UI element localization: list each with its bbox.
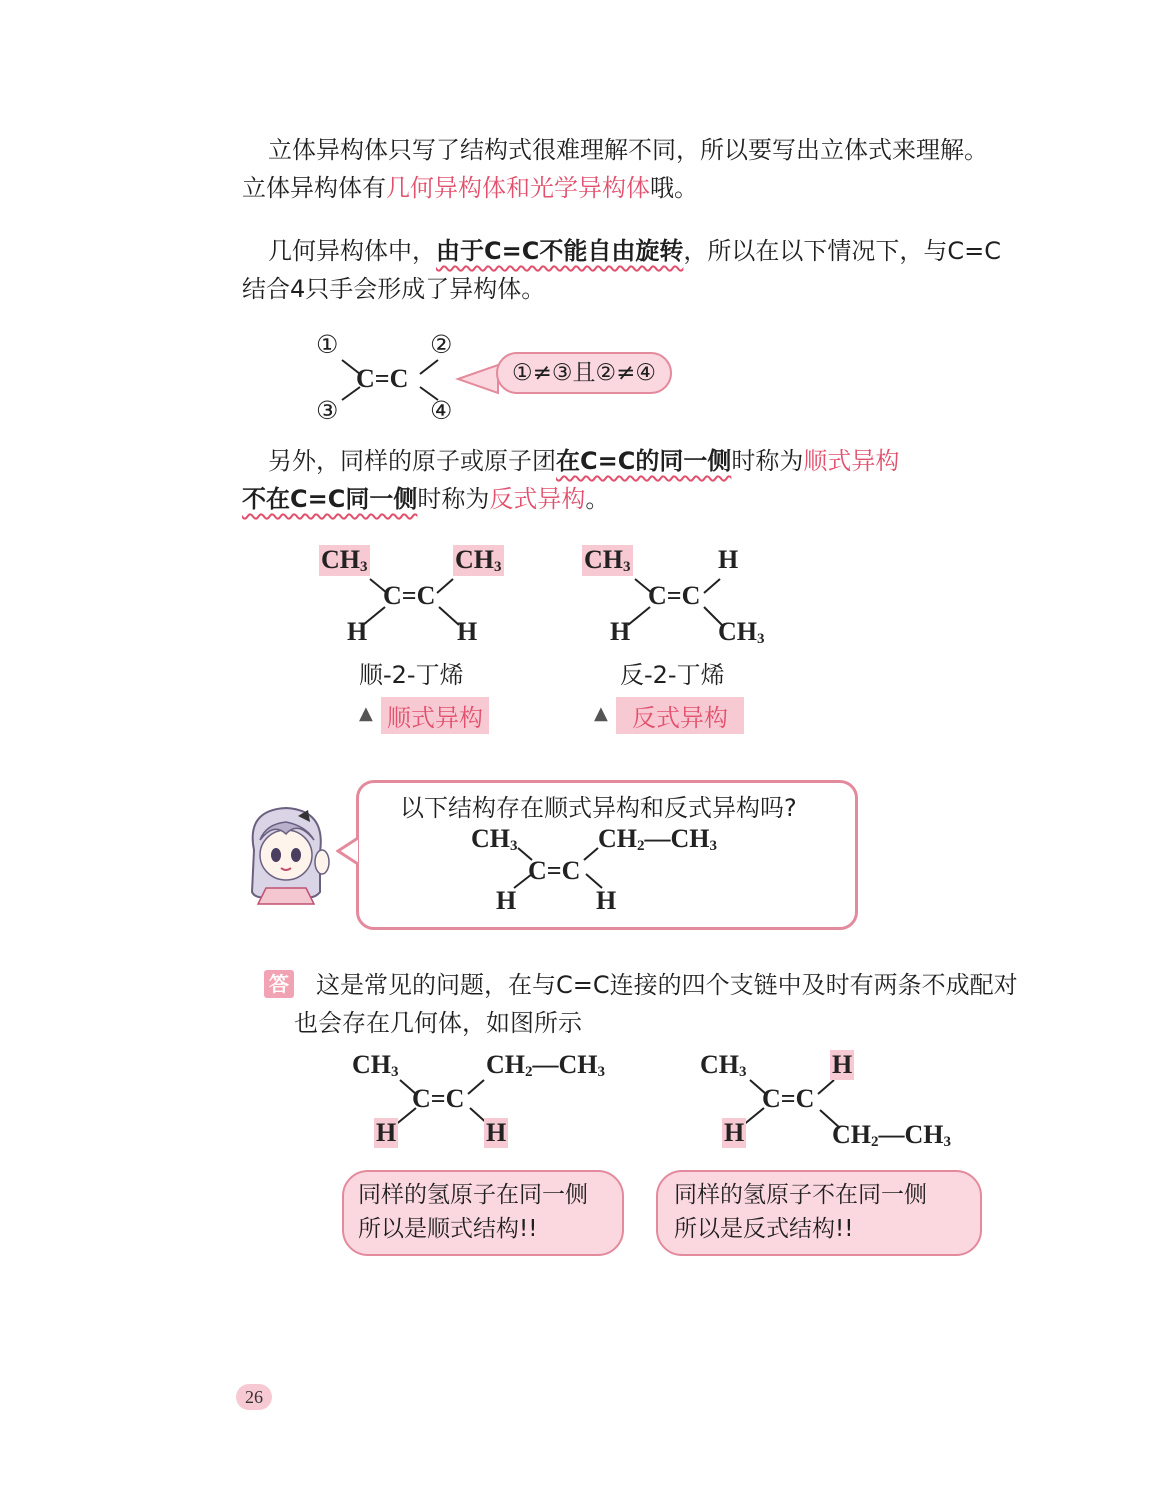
cis-top-right: $CH_3$ — [455, 545, 502, 575]
triangle-icon: ▲ — [359, 703, 373, 724]
answer-cis-bubble-line2: 所以是顺式结构!! — [358, 1216, 538, 1242]
question-top-left: $CH_3$ — [471, 824, 518, 854]
trans-top-left: $CH_3$ — [584, 545, 631, 575]
trans-name: 反-2-丁烯 — [620, 661, 725, 689]
answer-trans-bottom-right: $CH_2—CH_3$ — [832, 1120, 951, 1150]
double-bond-label: C=C — [356, 364, 409, 393]
condition-bubble: ①≠③且②≠④ — [496, 352, 672, 394]
p1-line1: 立体异构体只写了结构式很难理解不同，所以要写出立体式来理解。 — [268, 136, 988, 164]
trans-term: 反式异构 — [489, 485, 586, 513]
cis-tag: 顺式异构 — [381, 697, 489, 734]
question-content — [356, 780, 856, 930]
trans-top-right: H — [718, 545, 739, 574]
answer-badge: 答 — [264, 970, 294, 998]
answer-trans-bottom-left: H — [724, 1118, 745, 1147]
answer-cis-bottom-right: H — [486, 1118, 507, 1147]
substituent-1: ① — [316, 330, 339, 359]
p1-line2-b: 哦。 — [650, 174, 698, 202]
cis-term: 顺式异构 — [803, 447, 900, 475]
p1-highlight: 几何异构体和光学异构体 — [386, 174, 650, 202]
mascot-character-icon — [236, 800, 336, 905]
paragraph-cis-trans — [242, 442, 1072, 518]
trans-2-butene — [580, 545, 780, 735]
triangle-icon: ▲ — [594, 703, 608, 724]
substituent-3: ③ — [316, 396, 339, 425]
answer-cis-bubble-line1: 同样的氢原子在同一侧 — [358, 1182, 588, 1208]
answer-trans-top-left: $CH_3$ — [700, 1050, 747, 1080]
answer-trans-bubble — [656, 1170, 982, 1256]
answer-cis-cc: C=C — [412, 1084, 465, 1113]
page-number: 26 — [236, 1384, 272, 1410]
answer-trans-bubble-line2: 所以是反式结构!! — [674, 1216, 854, 1242]
answer-cis-bottom-left: H — [376, 1118, 397, 1147]
trans-bottom-left: H — [610, 617, 631, 646]
p3-wavy1: 在C=C的同一侧 — [556, 447, 732, 475]
trans-cc: C=C — [648, 581, 701, 610]
question-text: 以下结构存在顺式异构和反式异构吗? — [400, 794, 797, 822]
question-top-right: $CH_2—CH_3$ — [598, 824, 717, 854]
paragraph-geometric — [242, 232, 1072, 308]
answer-cis-bubble — [342, 1170, 624, 1256]
cis-2-butene — [315, 545, 515, 735]
p3-line2-b: 时称为 — [417, 485, 490, 513]
cis-top-left: $CH_3$ — [321, 545, 368, 575]
answer-trans-cc: C=C — [762, 1084, 815, 1113]
p3-wavy2: 不在C=C同一侧 — [242, 485, 418, 513]
bubble-pointer — [458, 365, 498, 393]
cis-cc: C=C — [383, 581, 436, 610]
question-cc: C=C — [528, 856, 581, 885]
cis-bottom-left: H — [347, 617, 368, 646]
answer-line2: 也会存在几何体，如图所示 — [294, 1009, 582, 1037]
answer-cis-top-left: $CH_3$ — [352, 1050, 399, 1080]
p3-line1-b: 时称为 — [731, 447, 804, 475]
answer-trans-bubble-line1: 同样的氢原子不在同一侧 — [674, 1182, 927, 1208]
p1-line2-a: 立体异构体有 — [242, 174, 386, 202]
trans-tag: 反式异构 — [616, 697, 744, 734]
bond-2 — [420, 360, 438, 374]
p3-line1-a: 另外，同样的原子或原子团 — [268, 447, 556, 475]
p3-line2-c: 。 — [585, 485, 610, 513]
answer-cis-top-right: $CH_2—CH_3$ — [486, 1050, 605, 1080]
general-alkene-diagram — [310, 330, 710, 430]
substituent-4: ④ — [430, 396, 453, 425]
substituent-2: ② — [430, 330, 453, 359]
question-bottom-left: H — [496, 886, 517, 915]
answer-trans-top-right: H — [832, 1050, 853, 1079]
answer-line1: 这是常见的问题，在与C=C连接的四个支链中及时有两条不成配对 — [316, 971, 1018, 999]
p2-line1-a: 几何异构体中， — [268, 237, 436, 265]
answer-text — [294, 966, 1076, 1042]
p2-wavy: 由于C=C不能自由旋转 — [436, 237, 684, 265]
trans-bottom-right: $CH_3$ — [718, 617, 765, 647]
paragraph-stereoisomers — [242, 131, 1072, 207]
cis-bottom-right: H — [457, 617, 478, 646]
p2-line1-b: ，所以在以下情况下，与C=C — [683, 237, 1001, 265]
cis-name: 顺-2-丁烯 — [359, 661, 464, 689]
p2-line2: 结合4只手会形成了异构体。 — [242, 275, 546, 303]
question-bottom-right: H — [596, 886, 617, 915]
